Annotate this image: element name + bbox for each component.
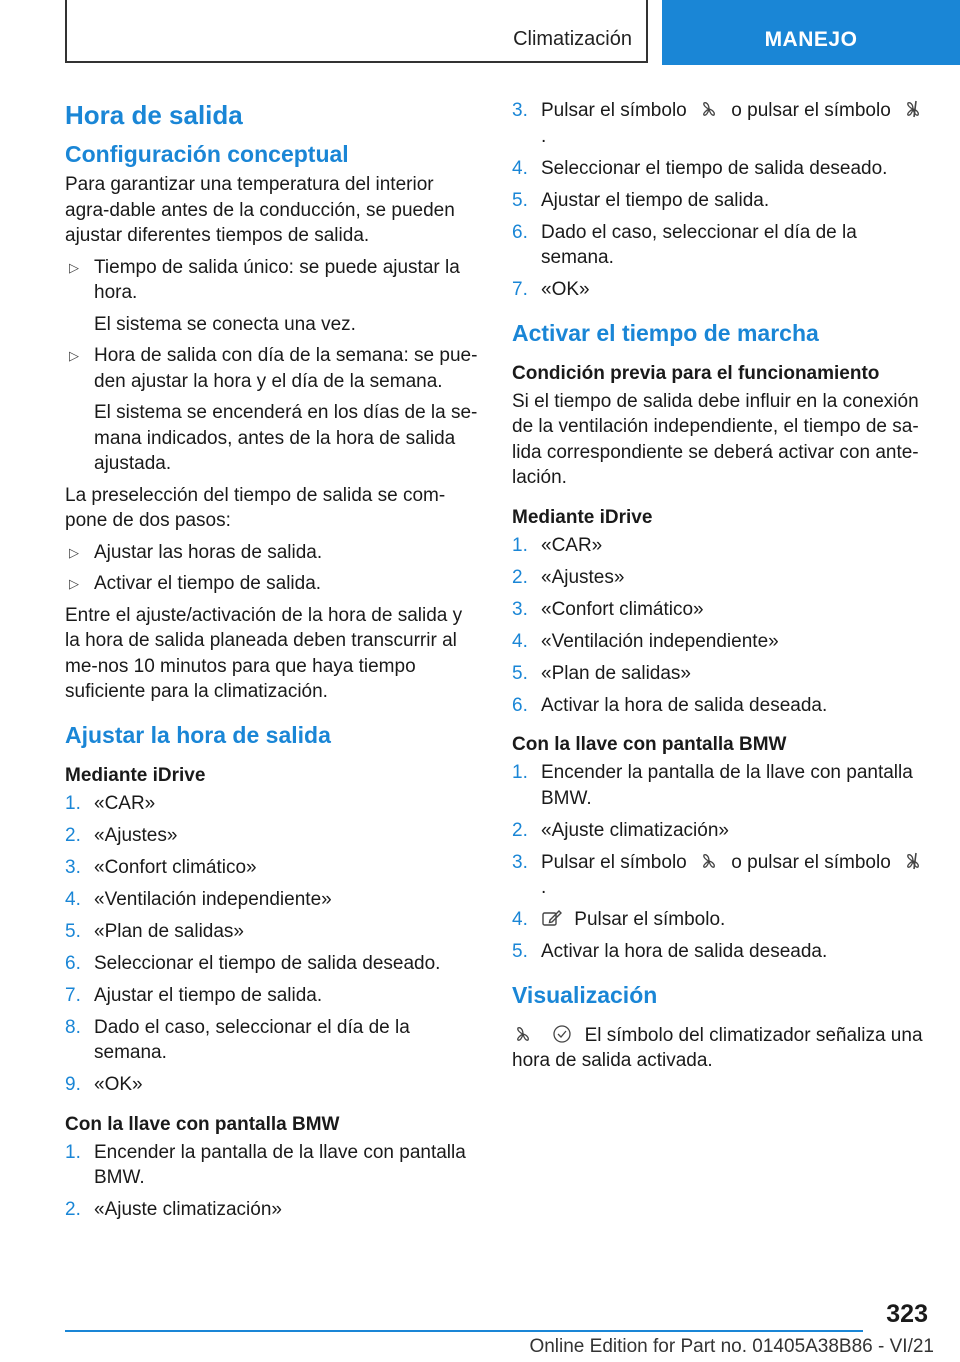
chapter-tab[interactable]: MANEJO [662, 0, 960, 65]
preselect-text: La preselección del tiempo de salida se com-pone de dos pasos: [65, 484, 446, 531]
step-text: Encender la pantalla de la llave con pantalla BMW. [94, 1141, 466, 1188]
precondition-heading: Condición previa para el funcionamiento [512, 362, 880, 384]
idrive-heading: Mediante iDrive [512, 506, 653, 528]
list-item [512, 597, 932, 623]
step-number: 1. [512, 534, 528, 556]
bullet-item: ▷ Hora de salida con día de la semana: se pue-den ajustar la hora y el día de la semana. [65, 343, 480, 394]
list-item [512, 277, 932, 303]
list-item [65, 1072, 480, 1098]
page-number: 323 [886, 1300, 928, 1328]
step-text: Activar la hora de salida deseada. [541, 941, 828, 962]
key-steps-list [512, 760, 932, 965]
step-text: «Plan de salidas» [94, 920, 244, 942]
step-text: o pulsar el símbolo [731, 851, 891, 873]
step-number: 4. [512, 630, 528, 652]
step-text: . [541, 877, 547, 898]
step-number: 4. [512, 157, 528, 179]
fan-active-icon [902, 851, 924, 871]
list-item [512, 629, 932, 655]
step-number: 2. [65, 1199, 81, 1220]
step-number: 7. [65, 984, 81, 1006]
list-item [512, 693, 932, 719]
step-text: «OK» [541, 279, 590, 300]
step-text: Encender la pantalla de la llave con pantalla BMW. [541, 762, 913, 809]
clock-check-icon [551, 1024, 573, 1044]
fan-active-icon [902, 99, 924, 119]
display-description: El símbolo del climatizador señaliza una hora de salida activada. [512, 1024, 923, 1071]
list-item [65, 887, 480, 913]
list-item [512, 661, 932, 687]
header-bar [65, 0, 648, 63]
step-text: «CAR» [94, 792, 156, 814]
list-item [65, 855, 480, 881]
list-item [65, 791, 480, 817]
list-item [65, 823, 480, 849]
step-number: 6. [512, 694, 528, 716]
step-text: «Plan de salidas» [541, 662, 691, 684]
fan-icon [698, 99, 720, 119]
bullet-item: ▷ Tiempo de salida único: se puede ajustar la hora. [65, 255, 480, 306]
continued-steps-list [512, 98, 932, 303]
step-number: 3. [65, 856, 81, 878]
step-number: 2. [512, 819, 528, 841]
idrive-steps-list [512, 533, 932, 719]
activate-heading: Activar el tiempo de marcha [512, 319, 819, 346]
step-text: «Confort climático» [94, 856, 257, 878]
step-number: 9. [65, 1074, 81, 1095]
idrive-heading: Mediante iDrive [65, 764, 206, 786]
list-item [512, 565, 932, 591]
bullet-item: ▷ Activar el tiempo de salida. [65, 571, 480, 597]
step-text: Ajustar el tiempo de salida. [94, 984, 323, 1006]
fan-icon [698, 851, 720, 871]
step-number: 3. [512, 100, 528, 121]
precondition-text: Si el tiempo de salida debe influir en la conexión de la ventilación independiente, el tiempo de sa-lida correspondiente se deberá activar con ante-lación. [512, 390, 919, 488]
step-number: 1. [65, 1141, 81, 1163]
list-item [65, 983, 480, 1009]
list-item [65, 1197, 480, 1223]
step-number: 3. [512, 851, 528, 873]
bullet-subtext: El sistema se encenderá en los días de la se-mana indicados, antes de la hora de salida ajustada. [94, 402, 478, 474]
list-item [512, 188, 932, 214]
footer-divider [65, 1330, 863, 1332]
list-item [512, 98, 932, 149]
step-text: Dado el caso, seleccionar el día de la semana. [94, 1016, 410, 1063]
step-text: Ajustar el tiempo de salida. [541, 189, 770, 211]
step-text: «Confort climático» [541, 598, 704, 620]
list-item [512, 220, 932, 271]
step-number: 2. [512, 566, 528, 588]
list-item [512, 939, 932, 965]
step-text: Pulsar el símbolo [541, 100, 687, 121]
list-item [512, 850, 932, 901]
step-text: «OK» [94, 1074, 143, 1095]
step-number: 1. [512, 762, 528, 783]
list-item [512, 907, 932, 933]
step-text: . [541, 125, 547, 147]
step-text: Dado el caso, seleccionar el día de la semana. [541, 221, 857, 268]
step-number: 6. [65, 952, 81, 974]
list-item [512, 156, 932, 182]
list-item [512, 533, 932, 559]
bullet-item: ▷ Ajustar las horas de salida. [65, 540, 480, 566]
list-item [65, 951, 480, 977]
step-number: 5. [65, 920, 81, 942]
step-text: «Ventilación independiente» [94, 888, 332, 910]
step-text: «CAR» [541, 534, 603, 556]
bullet-subtext: El sistema se conecta una vez. [94, 313, 356, 335]
step-text: «Ajuste climatización» [541, 819, 729, 841]
step-number: 5. [512, 941, 528, 962]
fan-icon [512, 1024, 534, 1044]
edit-icon [541, 908, 563, 928]
concept-text: Para garantizar una temperatura del interior agra-dable antes de la conducción, se pueden ajustar diferentes tiempos de salida. [65, 174, 455, 246]
footer-edition: Online Edition for Part no. 01405A38B86 - VI/21 [529, 1336, 934, 1357]
section-title: Climatización [513, 28, 632, 50]
list-item [65, 919, 480, 945]
concept-heading: Configuración conceptual [65, 141, 349, 167]
page-title: Hora de salida [65, 100, 243, 130]
step-number: 4. [512, 909, 528, 930]
idrive-steps-list [65, 791, 480, 1098]
left-column [65, 98, 480, 1229]
step-text: Pulsar el símbolo [541, 851, 687, 873]
key-heading: Con la llave con pantalla BMW [512, 734, 787, 755]
display-heading: Visualización [512, 981, 658, 1008]
step-text: «Ajuste climatización» [94, 1199, 282, 1220]
step-number: 5. [512, 189, 528, 211]
key-steps-list [65, 1140, 480, 1223]
step-text: «Ventilación independiente» [541, 630, 779, 652]
step-number: 2. [65, 824, 81, 846]
step-number: 3. [512, 598, 528, 620]
step-text: «Ajustes» [94, 824, 178, 846]
list-item [512, 760, 932, 811]
interval-text: Entre el ajuste/activación de la hora de salida y la hora de salida planeada deben transcurrir al me-nos 10 minutos para que haya tiempo suficiente para la climatización. [65, 604, 463, 702]
step-number: 1. [65, 792, 81, 814]
step-number: 6. [512, 221, 528, 243]
step-text: Seleccionar el tiempo de salida deseado. [541, 157, 888, 179]
step-number: 5. [512, 662, 528, 684]
list-item [512, 818, 932, 844]
adjust-heading: Ajustar la hora de salida [65, 721, 331, 748]
step-text: o pulsar el símbolo [731, 100, 891, 121]
key-heading: Con la llave con pantalla BMW [65, 1113, 340, 1135]
display-text [512, 1023, 932, 1074]
step-number: 7. [512, 279, 528, 300]
right-column [512, 98, 932, 1080]
step-number: 4. [65, 888, 81, 910]
step-text: Activar la hora de salida deseada. [541, 694, 828, 716]
step-text: Seleccionar el tiempo de salida deseado. [94, 952, 441, 974]
step-number: 8. [65, 1016, 81, 1038]
step-text: «Ajustes» [541, 566, 625, 588]
list-item [65, 1015, 480, 1066]
step-text: Pulsar el símbolo. [574, 909, 726, 930]
list-item [65, 1140, 480, 1191]
